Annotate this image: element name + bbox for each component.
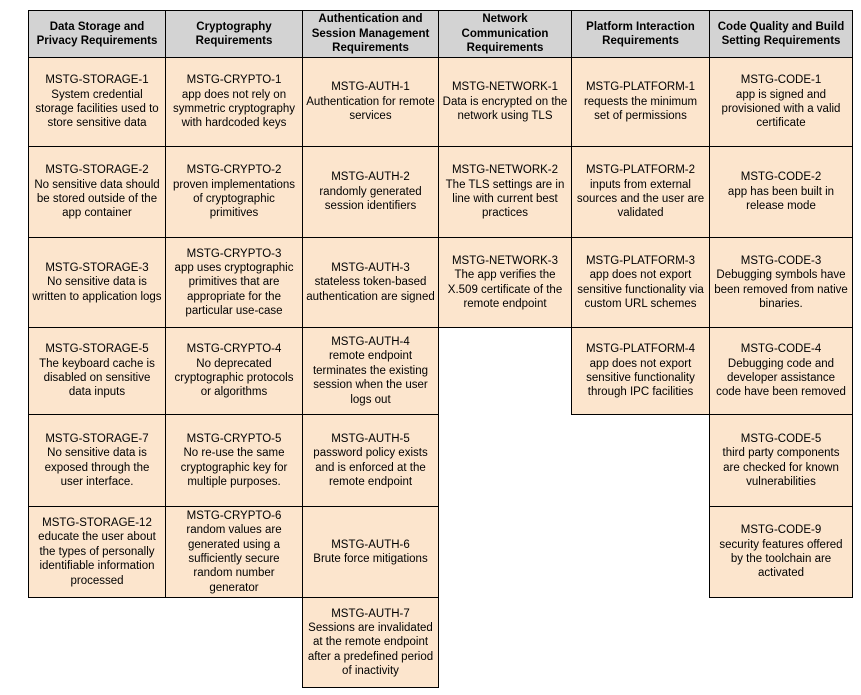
requirement-description: random values are generated using a sufficiently secure random number generator (186, 524, 282, 594)
requirement-description: The keyboard cache is disabled on sensitive data inputs (39, 357, 155, 399)
requirement-id: MSTG-STORAGE-1 (45, 74, 149, 87)
requirement-description: inputs from external sources and the user are validated (576, 178, 705, 220)
requirement-description: Sessions are invalidated at the remote endpoint after a predefined period of inactivity (307, 621, 434, 678)
requirement-description: Debugging code and developer assistance code have been removed (716, 357, 846, 399)
requirement-id: MSTG-AUTH-6 (331, 538, 410, 551)
requirement-description: Debugging symbols have been removed from native binaries. (714, 269, 848, 310)
requirement-cell (302, 57, 439, 147)
requirement-description: System credential storage facilities used to store sensitive data (35, 88, 159, 130)
requirement-id: MSTG-CRYPTO-4 (186, 343, 282, 356)
requirement-cell (302, 146, 439, 238)
requirement-description: app is signed and provisioned with a valid certificate (721, 88, 841, 130)
requirement-cell (709, 146, 853, 238)
requirement-cell (28, 327, 166, 415)
requirement-cell (302, 506, 439, 598)
column-header: Cryptography Requirements (165, 10, 303, 58)
requirement-description: No sensitive data is exposed through the user interface. (44, 447, 150, 488)
requirement-description: educate the user about the types of personally identifiable information processed (38, 531, 156, 587)
requirement-cell (165, 57, 303, 147)
requirement-cell (571, 327, 710, 415)
requirement-id: MSTG-PLATFORM-2 (585, 164, 696, 177)
requirement-description: No deprecated cryptographic protocols or algorithms (174, 357, 294, 399)
requirement-description: security features offered by the toolchain are activated (719, 538, 843, 580)
requirement-description: app does not export sensitive functionality through IPC facilities (586, 357, 695, 399)
requirement-cell (28, 57, 166, 147)
requirement-description: app uses cryptographic primitives that are appropriate for the particular use-case (174, 261, 294, 318)
requirement-id: MSTG-CRYPTO-5 (186, 432, 282, 445)
requirement-id: MSTG-CODE-1 (740, 74, 822, 87)
requirement-id: MSTG-CRYPTO-1 (186, 74, 282, 87)
requirement-id: MSTG-AUTH-2 (331, 171, 410, 184)
requirement-cell (438, 57, 572, 147)
requirement-description: randomly generated session identifiers (319, 185, 422, 213)
requirement-description: No re-use the same cryptographic key for multiple purposes. (180, 447, 288, 488)
requirement-id: MSTG-CRYPTO-6 (186, 509, 282, 522)
requirement-cell (709, 57, 853, 147)
requirement-cell (302, 237, 439, 328)
requirement-id: MSTG-CODE-4 (740, 343, 822, 356)
requirement-cell (571, 57, 710, 147)
requirement-id: MSTG-AUTH-1 (331, 81, 410, 94)
requirement-description: No sensitive data should be stored outside of the app container (34, 178, 160, 220)
requirement-cell (302, 414, 439, 507)
requirement-id: MSTG-STORAGE-3 (45, 261, 149, 274)
requirement-id: MSTG-AUTH-7 (331, 607, 410, 620)
requirement-cell (165, 414, 303, 507)
requirement-cell (302, 597, 439, 688)
requirement-cell (165, 237, 303, 328)
requirement-id: MSTG-CRYPTO-3 (186, 247, 282, 260)
requirement-description: Data is encrypted on the network using TLS (442, 95, 568, 123)
requirement-description: proven implementations of cryptographic primitives (172, 178, 296, 220)
requirement-description: app does not rely on symmetric cryptography with hardcoded keys (172, 88, 296, 130)
requirement-id: MSTG-NETWORK-1 (451, 81, 559, 94)
requirement-id: MSTG-PLATFORM-1 (585, 81, 696, 94)
requirement-cell (28, 414, 166, 507)
requirement-cell (28, 506, 166, 598)
requirement-id: MSTG-PLATFORM-4 (585, 343, 696, 356)
column-header: Authentication and Session Management Requirements (302, 10, 439, 58)
requirement-id: MSTG-STORAGE-2 (45, 164, 149, 177)
requirement-cell (709, 414, 853, 507)
requirement-cell (28, 146, 166, 238)
requirement-description: requests the minimum set of permissions (583, 95, 698, 123)
requirement-cell (438, 237, 572, 328)
requirement-cell (709, 327, 853, 415)
requirement-description: remote endpoint terminates the existing session when the user logs out (312, 350, 429, 406)
requirement-id: MSTG-CODE-9 (740, 524, 822, 537)
requirement-description: app does not export sensitive functionality via custom URL schemes (577, 269, 704, 310)
requirement-description: Brute force mitigations (313, 553, 428, 565)
requirement-description: The TLS settings are in line with current best practices (445, 178, 565, 220)
requirement-description: No sensitive data is written to application logs (32, 276, 162, 303)
requirement-cell (165, 327, 303, 415)
requirement-description: app has been built in release mode (727, 185, 835, 213)
requirement-cell (302, 327, 439, 415)
column-header: Network Communication Requirements (438, 10, 572, 58)
column-header: Platform Interaction Requirements (571, 10, 710, 58)
requirement-cell (438, 146, 572, 238)
requirement-description: password policy exists and is enforced at the remote endpoint (313, 447, 428, 488)
requirement-id: MSTG-CRYPTO-2 (186, 164, 282, 177)
requirement-cell (709, 237, 853, 328)
requirement-id: MSTG-CODE-3 (740, 254, 822, 267)
requirement-cell (571, 146, 710, 238)
requirement-cell (165, 146, 303, 238)
requirement-description: The app verifies the X.509 certificate of the remote endpoint (447, 269, 563, 310)
requirement-description: stateless token-based authentication are signed (306, 276, 435, 303)
column-header: Data Storage and Privacy Requirements (28, 10, 166, 58)
requirement-cell (571, 237, 710, 328)
requirement-id: MSTG-AUTH-3 (331, 261, 410, 274)
requirement-id: MSTG-CODE-5 (740, 432, 822, 445)
requirement-description: Authentication for remote services (306, 95, 435, 123)
requirement-id: MSTG-NETWORK-3 (451, 254, 559, 267)
requirement-id: MSTG-STORAGE-5 (45, 343, 149, 356)
requirement-cell (709, 506, 853, 598)
requirement-cell (165, 506, 303, 598)
requirement-id: MSTG-NETWORK-2 (451, 164, 559, 177)
requirement-id: MSTG-STORAGE-12 (42, 517, 152, 530)
requirement-description: third party components are checked for known vulnerabilities (722, 447, 840, 488)
requirement-id: MSTG-AUTH-4 (331, 336, 410, 349)
requirement-id: MSTG-CODE-2 (740, 171, 822, 184)
requirement-cell (28, 237, 166, 328)
column-header: Code Quality and Build Setting Requirements (709, 10, 853, 58)
requirement-id: MSTG-AUTH-5 (331, 432, 410, 445)
requirement-id: MSTG-STORAGE-7 (45, 432, 149, 445)
requirement-id: MSTG-PLATFORM-3 (585, 254, 696, 267)
